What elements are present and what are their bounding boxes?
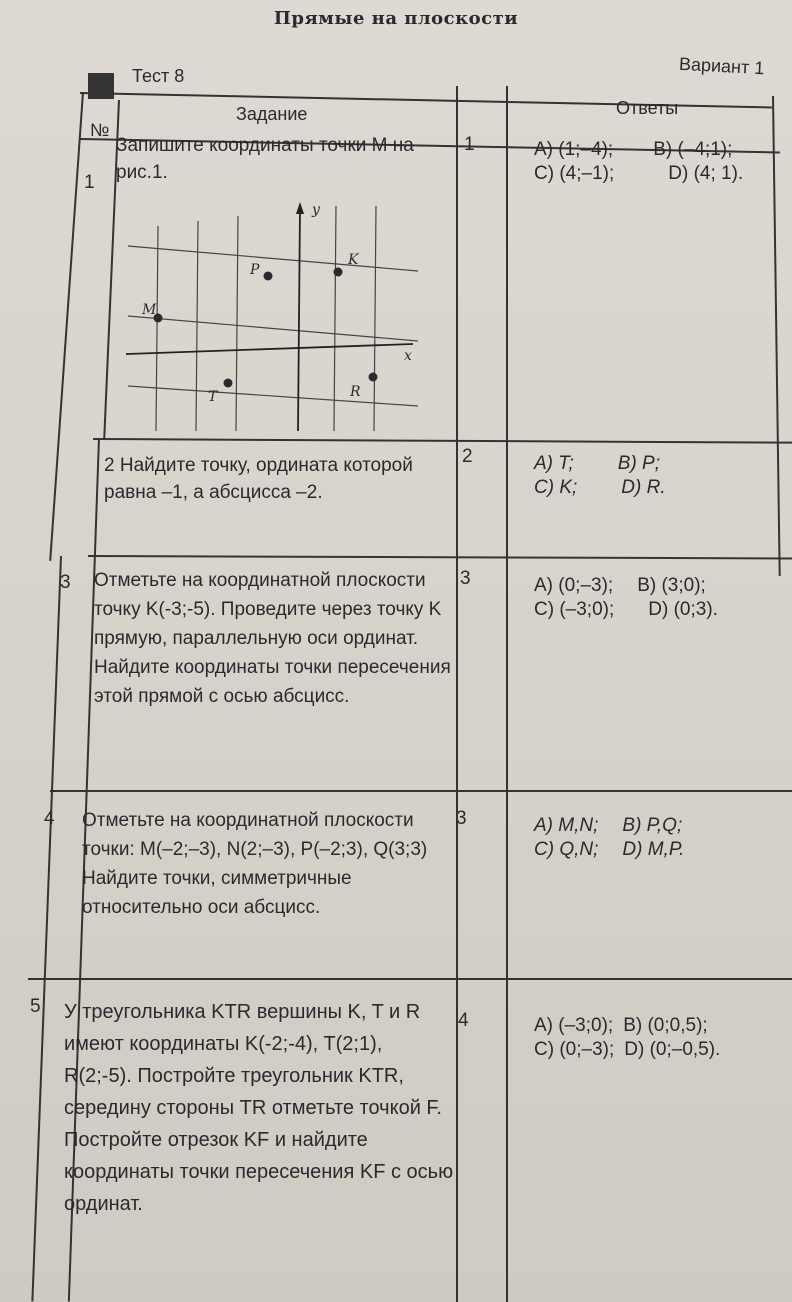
option-d: D) (0;–0,5).: [624, 1039, 721, 1060]
page-title: Прямые на плоскости: [273, 8, 519, 29]
y-axis-arrow: [296, 202, 304, 214]
y-axis-label: y: [312, 202, 320, 218]
task-2-answer-num: 2: [462, 446, 473, 467]
option-b: В) (0;0,5);: [623, 1015, 708, 1036]
task-1-text: Запишите координаты точки M на рис.1.: [116, 135, 414, 183]
column-header-num: №: [90, 120, 110, 140]
option-b: В) (3;0);: [637, 575, 706, 596]
option-d: D) (0;3).: [648, 599, 718, 620]
task-5-answer-num: 4: [458, 1010, 469, 1031]
task-3-answer-num: 3: [460, 568, 471, 589]
option-a: А) (0;–3);: [534, 575, 614, 596]
column-header-answers: Ответы: [616, 98, 679, 118]
task-2-options: [534, 452, 666, 500]
label-k: K: [348, 252, 359, 268]
option-b: В) (–4;1);: [653, 139, 733, 160]
option-b: В) P;: [617, 453, 660, 474]
row-divider-1: [93, 438, 792, 444]
task-1-number: 1: [84, 172, 95, 193]
grid-line-h1: [128, 246, 418, 271]
option-a: А) T;: [534, 453, 574, 474]
task-3-number: 3: [60, 572, 71, 593]
row-divider-4: [28, 978, 792, 980]
task-column-divider: [456, 86, 458, 1302]
option-d: D) R.: [621, 477, 666, 498]
row-divider-3: [50, 790, 792, 792]
variant-label: Вариант 1: [678, 53, 765, 79]
point-k: [334, 268, 343, 277]
task-2-text: [104, 452, 454, 506]
option-c: С) (–3;0);: [534, 599, 615, 620]
option-d: D) (4; 1).: [668, 163, 744, 184]
task-4-options: [534, 814, 684, 862]
option-a: А) (1;–4);: [534, 139, 614, 160]
grid-line-v3: [236, 216, 238, 431]
option-c: С) K;: [534, 477, 578, 498]
task-3-options: [534, 574, 718, 622]
task-5-number: 5: [30, 996, 41, 1017]
point-p: [264, 272, 273, 281]
option-a: А) (–3;0);: [534, 1015, 614, 1036]
grid-line-v5: [334, 206, 336, 431]
table-right-border: [772, 96, 781, 576]
task-5-text: У треугольника KTR вершины K, T и R имеют координаты K(-2;-4), T(2;1), R(2;-5). Постройте треугольник KTR, середину стороны TR отметьте точкой F. Постройте отрезок KF и найдите координаты точки пересечения KF с осью ординат.: [64, 1001, 454, 1215]
label-p: P: [250, 262, 260, 278]
grid-line-v1: [156, 226, 158, 431]
task-1-options: [534, 138, 743, 186]
coordinate-figure: [118, 196, 418, 436]
option-a: А) M,N;: [534, 815, 599, 836]
answer-column-divider: [506, 86, 508, 1302]
task-4-answer-num: 3: [456, 808, 467, 829]
option-c: С) (4;–1);: [534, 163, 615, 184]
point-t: [224, 379, 233, 388]
test-marker-square: [88, 73, 114, 99]
row-divider-2: [88, 555, 792, 559]
table-left-border: [49, 92, 84, 561]
option-c: С) (0;–3);: [534, 1039, 615, 1060]
label-t: T: [208, 389, 218, 405]
task-5-options: [534, 1014, 720, 1062]
label-r: R: [350, 384, 361, 400]
point-r: [369, 373, 378, 382]
task-1-answer-num: 1: [464, 134, 475, 155]
x-axis-label: x: [404, 348, 412, 364]
x-axis: [126, 344, 413, 354]
task-2-number: 2: [104, 455, 115, 476]
option-c: С) Q,N;: [534, 839, 599, 860]
column-header-task: Задание: [236, 104, 308, 124]
label-m: M: [142, 302, 157, 318]
task-4-number: 4: [44, 808, 55, 829]
task-3-text: Отметьте на координатной плоскости точку K(-3;-5). Проведите через точку K прямую, параллельную оси ординат. Найдите координаты точки пересечения этой прямой с осью абсцисс.: [94, 570, 451, 707]
task-2-body: Найдите точку, ордината которой равна –1, а абсцисса –2.: [104, 455, 413, 503]
table-left-border-lower: [31, 556, 62, 1302]
grid-line-v6: [374, 206, 376, 431]
test-label: Тест 8: [132, 66, 185, 86]
task-4-text: Отметьте на координатной плоскости точки: M(–2;–3), N(2;–3), P(–2;3), Q(3;3) Найдите точки, симметричные относительно оси абсцисс.: [82, 810, 428, 918]
option-d: D) M,P.: [622, 839, 685, 860]
option-b: В) P,Q;: [622, 815, 683, 836]
